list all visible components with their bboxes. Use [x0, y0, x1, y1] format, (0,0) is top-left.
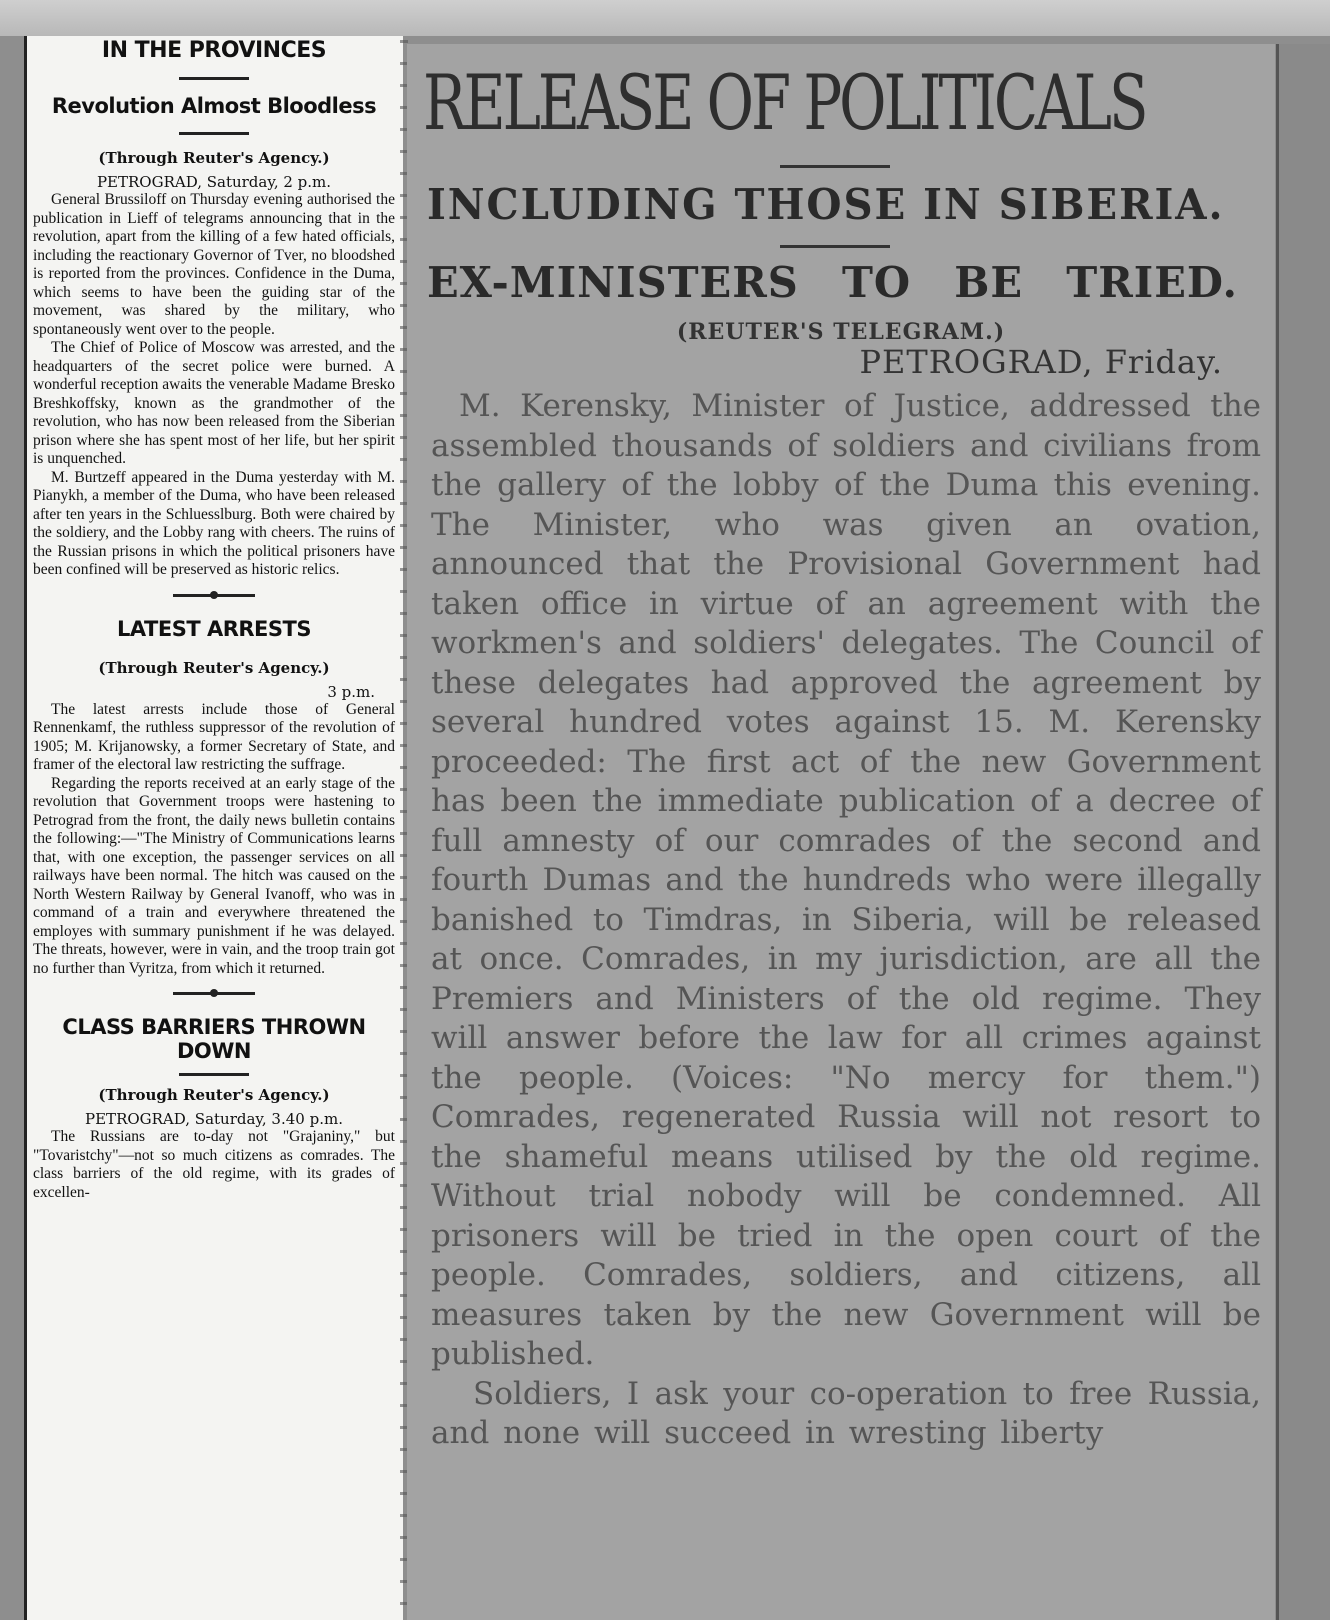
article-headline: CLASS BARRIERS THROWN DOWN [62, 1015, 366, 1063]
article-dateline: 3 p.m. [327, 682, 375, 701]
article-dateline: PETROGRAD, Friday. [859, 343, 1223, 381]
main-headline: RELEASE OF POLITICALS [423, 58, 1146, 147]
agency-credit: (Through Reuter's Agency.) [98, 658, 330, 677]
divider-rule [179, 132, 249, 135]
right-column [407, 44, 1275, 1620]
ornament-divider [173, 992, 255, 995]
subheadline: INCLUDING THOSE IN SIBERIA. [427, 180, 1225, 229]
article-dateline: PETROGRAD, Saturday, 2 p.m. [96, 173, 332, 191]
ornament-divider [173, 594, 255, 597]
divider-rule [179, 1073, 249, 1076]
agency-credit: (Through Reuter's Agency.) [98, 1086, 330, 1104]
article-paragraph: M. Burtzeff appeared in the Duma yesterday with M. Pianykh, a member of the Duma, who have been released after ten years in the Schluesslburg. Both were chaired by the soldiery, and the Lobby rang with cheers. The ruins of the Russian prisons in which the political prisoners have been confined will be preserved as historic relics. [33, 468, 395, 578]
divider-rule [780, 245, 890, 248]
agency-credit: (REUTER'S TELEGRAM.) [676, 319, 1006, 345]
left-column [24, 36, 403, 1620]
article-headline: LATEST ARRESTS [117, 616, 311, 641]
subheadline: EX-MINISTERS TO BE TRIED. [427, 258, 1238, 307]
adjacent-column-edge [1276, 44, 1330, 1620]
article-paragraph: M. Kerensky, Minister of Justice, addressed the assembled thousands of soldiers and civilians from the gallery of the lobby of the Duma this evening. The Minister, who was given an ovation, announced that the Provisional Government had taken office in virtue of an agreement with the workmen's and soldiers' delegates. The Council of these delegates had approved the agreement by several hundred votes against 15. M. Kerensky proceeded: The first act of the new Government has been the immediate publication of a decree of full amnesty of our comrades of the second and fourth Dumas and the hundreds who were illegally banished to Timdras, in Siberia, will be released at once. Comrades, in my jurisdiction, are all the Premiers and Ministers of the old regime. They will answer before the law for all crimes against the people. (Voices: "No mercy for them.") Comrades, regenerated Russia will not resort to the shameful means utilised by the old regime. Without trial nobody will be condemned. All prisoners will be tried in the open court of the people. Comrades, soldiers, and citizens, all measures taken by the new Government will be published. [431, 388, 1261, 1372]
article-paragraph: Regarding the reports received at an early stage of the revolution that Government troops were hastening to Petrograd from the front, the daily news bulletin contains the following:—"The Ministry of Communications learns that, with one exception, the passenger services on all railways have been normal. The hitch was caused on the North Western Railway by General Ivanoff, who was in command of a train and everywhere threatened the employes with summary punishment if he was delayed. The threats, however, were in vain, and the troop train got no further than Vyritza, from which it returned. [33, 774, 395, 977]
article-paragraph: The Chief of Police of Moscow was arrested, and the headquarters of the secret police were burned. A wonderful reception awaits the venerable Madame Bresko Breshkoffsky, known as the grandmother of the revolution, who has now been released from the Siberian prison where she has spent most of her life, but her spirit is unquenched. [33, 339, 395, 467]
article-paragraph: Soldiers, I ask your co-operation to free Russia, and none will succeed in wresting liberty [431, 1375, 1261, 1451]
agency-credit: (Through Reuter's Agency.) [98, 149, 330, 167]
article-paragraph: General Brussiloff on Thursday evening authorised the publication in Lieff of telegrams announcing that in the revolution, apart from the killing of a few hated officials, including the reactionary Governor of Tver, no bloodshed is reported from the provinces. Confidence in the Duma, which seems to have been the guiding star of the movement, was shared by the military, who spontaneously went over to the people. [33, 191, 395, 338]
divider-rule [780, 165, 890, 168]
article-paragraph: The latest arrests include those of General Rennenkamf, the ruthless suppressor of the revolution of 1905; M. Krijanowsky, a former Secretary of State, and framer of the electoral law restricting the suffrage. [33, 700, 395, 773]
article-headline: Revolution Almost Bloodless [51, 94, 377, 118]
page-top-edge [0, 0, 1330, 36]
divider-rule [179, 77, 249, 80]
article-dateline: PETROGRAD, Saturday, 3.40 p.m. [85, 1110, 343, 1128]
article-paragraph: The Russians are to-day not "Grajaniny," but "Tovaristchy"—not so much citizens as comrades. The class barriers of the old regime, with its grades of excellen- [33, 1128, 395, 1201]
section-heading: IN THE PROVINCES [101, 38, 327, 63]
